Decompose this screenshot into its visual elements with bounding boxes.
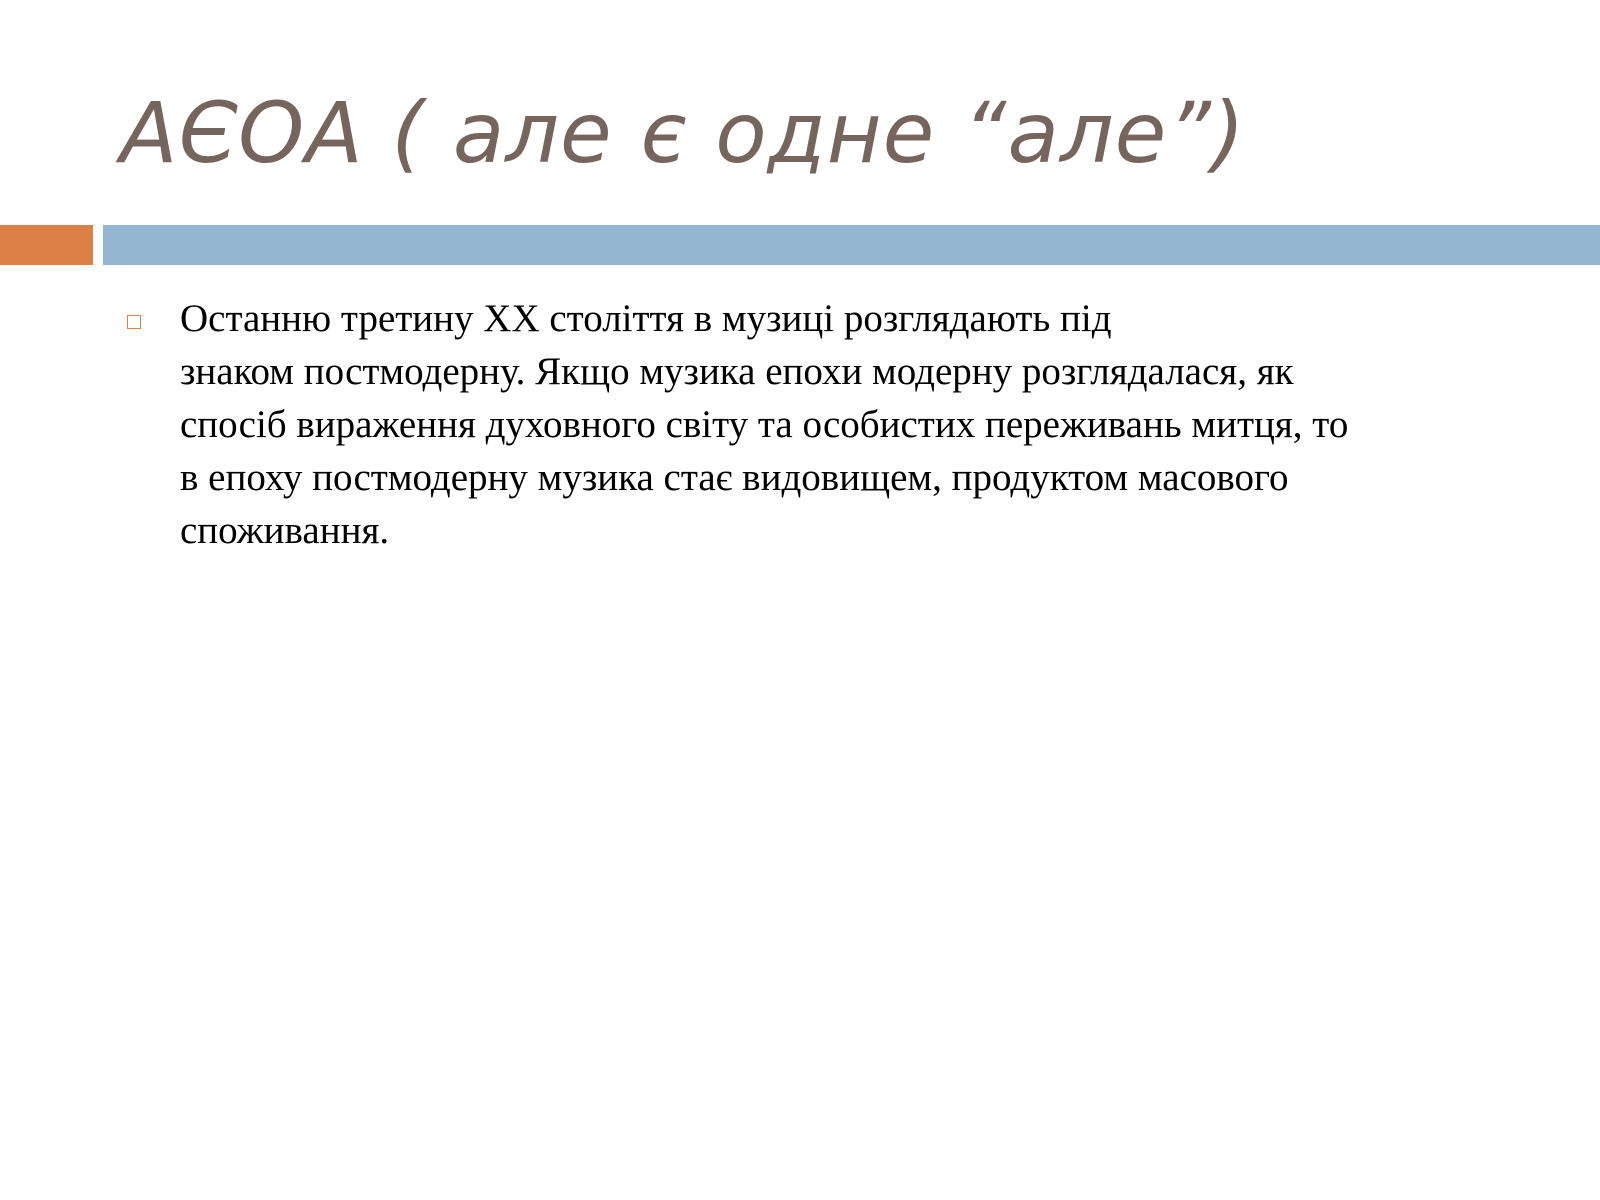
bullet-text-line: Останню третину XX століття в музиці розглядають під [180, 297, 1112, 340]
bullet-text-line: споживання. [180, 509, 390, 552]
slide-title: АЄОА ( але є одне “але”) [120, 84, 1246, 182]
bullet-item [120, 292, 1520, 557]
accent-bar-orange [0, 225, 93, 265]
slide-content [120, 292, 1520, 557]
bullet-text-line: спосіб вираження духовного світу та особистих переживань митця, то [180, 403, 1349, 446]
bullet-text-line: знаком постмодерну. Якщо музика епохи модерну розглядалася, як [180, 350, 1294, 393]
hollow-square-bullet-icon [127, 315, 141, 329]
accent-bar-blue [103, 225, 1600, 265]
bullet-text [180, 292, 1520, 557]
bullet-text-line: в епоху постмодерну музика стає видовищем, продуктом масового [180, 456, 1289, 499]
